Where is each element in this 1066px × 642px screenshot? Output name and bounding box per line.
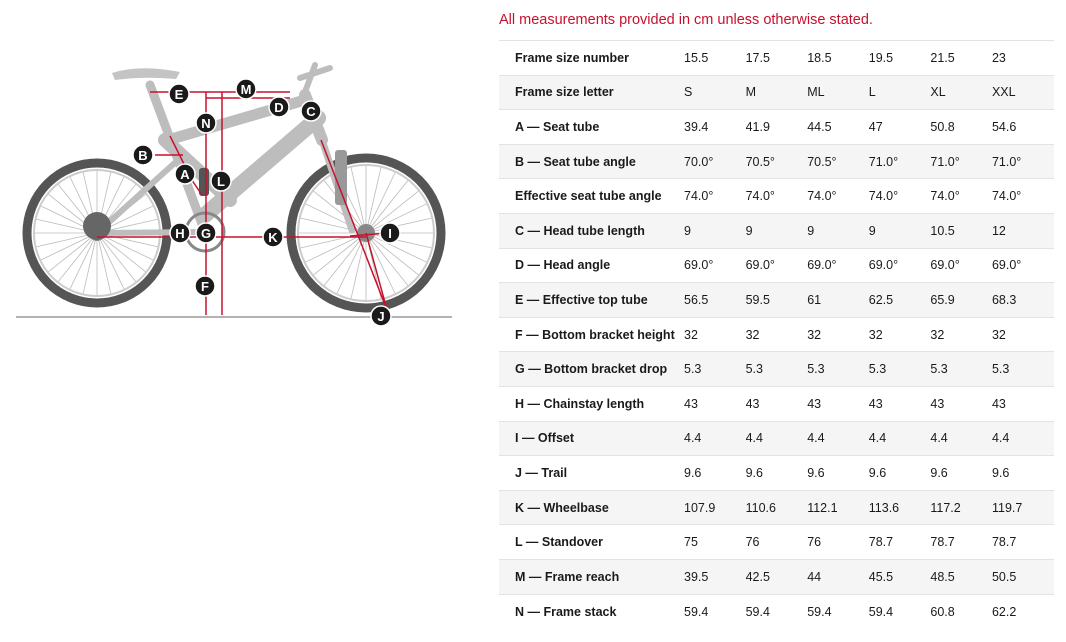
table-cell: 119.7 xyxy=(991,500,1023,515)
table-cell: 69.0° xyxy=(745,258,775,273)
table-cell: 71.0° xyxy=(868,154,899,169)
row-label: B — Seat tube angle xyxy=(515,154,636,169)
table-cell: 4.4 xyxy=(745,431,763,446)
svg-text:H: H xyxy=(175,226,185,241)
table-cell: M xyxy=(745,85,757,100)
svg-text:A: A xyxy=(180,167,190,182)
svg-text:M: M xyxy=(240,82,252,97)
table-cell: 69.0° xyxy=(930,258,960,273)
table-cell: 69.0° xyxy=(868,258,899,273)
svg-text:G: G xyxy=(200,226,212,241)
table-cell: 39.4 xyxy=(684,119,709,134)
marker-a xyxy=(175,164,195,184)
table-cell: 10.5 xyxy=(930,223,955,238)
table-cell: 68.3 xyxy=(991,292,1017,307)
table-cell: 43 xyxy=(807,396,822,411)
table-cell: 70.5° xyxy=(745,154,775,169)
table-cell: 39.5 xyxy=(684,569,709,584)
table-cell: 76 xyxy=(745,535,760,550)
table-cell: 18.5 xyxy=(807,50,832,65)
table-cell: 69.0° xyxy=(684,258,714,273)
table-cell: 9.6 xyxy=(684,465,702,480)
table-cell: 44.5 xyxy=(807,119,832,134)
table-cell: 4.4 xyxy=(991,431,1010,446)
marker-j xyxy=(371,306,391,326)
table-cell: 107.9 xyxy=(684,500,716,515)
units-notice: All measurements provided in cm unless otherwise stated. xyxy=(499,12,873,28)
table-cell: 50.5 xyxy=(991,569,1017,584)
table-cell: 4.4 xyxy=(930,431,948,446)
table-cell: 47 xyxy=(868,119,883,134)
table-cell: 4.4 xyxy=(868,431,887,446)
table-cell: 74.0° xyxy=(807,189,837,204)
marker-e xyxy=(169,84,189,104)
svg-text:C: C xyxy=(306,104,316,119)
row-label: L — Standover xyxy=(515,535,603,550)
svg-text:I: I xyxy=(388,226,392,241)
geometry-table xyxy=(499,40,1054,629)
table-cell: 9 xyxy=(807,223,815,238)
measurement-lines xyxy=(97,92,389,315)
table-row xyxy=(499,41,1054,76)
table-cell: S xyxy=(684,85,693,100)
svg-text:D: D xyxy=(274,100,284,115)
table-row xyxy=(499,352,1054,387)
table-cell: 15.5 xyxy=(684,50,709,65)
table-row xyxy=(499,213,1054,248)
row-label: J — Trail xyxy=(515,465,568,480)
svg-text:B: B xyxy=(138,148,148,163)
table-cell: 21.5 xyxy=(930,50,955,65)
marker-h xyxy=(170,223,190,243)
table-cell: 59.5 xyxy=(745,292,770,307)
table-row xyxy=(499,144,1054,179)
svg-text:N: N xyxy=(201,116,211,131)
table-row xyxy=(499,456,1054,491)
table-cell: 5.3 xyxy=(991,362,1010,377)
table-cell: 23 xyxy=(991,50,1006,65)
table-cell: 74.0° xyxy=(745,189,775,204)
table-row xyxy=(499,283,1054,318)
table-cell: 59.4 xyxy=(745,604,770,619)
row-label: K — Wheelbase xyxy=(515,500,609,515)
table-row xyxy=(499,248,1054,283)
table-cell: 74.0° xyxy=(868,189,899,204)
table-cell: 5.3 xyxy=(930,362,948,377)
table-cell: 43 xyxy=(745,396,760,411)
table-cell: 70.0° xyxy=(684,154,714,169)
table-cell: 43 xyxy=(930,396,945,411)
row-label: Frame size letter xyxy=(515,85,614,100)
table-cell: XL xyxy=(930,85,946,100)
table-row xyxy=(499,317,1054,352)
bike-geometry-diagram xyxy=(0,40,470,340)
row-label: D — Head angle xyxy=(515,258,611,273)
table-cell: 5.3 xyxy=(807,362,825,377)
table-cell: 9.6 xyxy=(868,465,887,480)
table-cell: 32 xyxy=(930,327,945,342)
table-cell: 9.6 xyxy=(930,465,948,480)
table-cell: 44 xyxy=(807,569,822,584)
row-label: Effective seat tube angle xyxy=(515,189,662,204)
table-cell: 75 xyxy=(684,535,698,550)
row-label: N — Frame stack xyxy=(515,604,617,619)
table-cell: 17.5 xyxy=(745,50,770,65)
table-cell: XXL xyxy=(991,85,1016,100)
table-cell: 42.5 xyxy=(745,569,770,584)
table-cell: 74.0° xyxy=(991,189,1022,204)
table-cell: 110.6 xyxy=(745,500,776,515)
row-label: E — Effective top tube xyxy=(515,292,648,307)
table-cell: 32 xyxy=(684,327,698,342)
table-cell: L xyxy=(868,85,876,100)
table-row xyxy=(499,386,1054,421)
table-cell: 74.0° xyxy=(684,189,714,204)
row-label: C — Head tube length xyxy=(515,223,645,238)
table-cell: 9 xyxy=(745,223,753,238)
table-cell: 9.6 xyxy=(991,465,1010,480)
table-row xyxy=(499,525,1054,560)
marker-k xyxy=(263,227,283,247)
marker-b xyxy=(133,145,153,165)
marker-n xyxy=(196,113,216,133)
svg-text:E: E xyxy=(174,87,184,102)
table-cell: 5.3 xyxy=(684,362,702,377)
table-cell: 4.4 xyxy=(684,431,702,446)
table-cell: 70.5° xyxy=(807,154,837,169)
table-cell: 43 xyxy=(991,396,1006,411)
table-row xyxy=(499,559,1054,594)
row-label: M — Frame reach xyxy=(515,569,620,584)
table-cell: 69.0° xyxy=(991,258,1022,273)
table-cell: 78.7 xyxy=(868,535,894,550)
table-cell: 48.5 xyxy=(930,569,955,584)
row-label: Frame size number xyxy=(515,50,629,65)
table-row xyxy=(499,179,1054,214)
table-cell: 32 xyxy=(991,327,1006,342)
table-cell: 78.7 xyxy=(991,535,1017,550)
table-cell: 59.4 xyxy=(807,604,832,619)
marker-f xyxy=(195,276,215,296)
table-cell: 41.9 xyxy=(745,119,770,134)
table-cell: 9 xyxy=(868,223,876,238)
table-cell: 32 xyxy=(807,327,822,342)
row-label: H — Chainstay length xyxy=(515,396,645,411)
svg-text:L: L xyxy=(217,174,225,189)
row-label: I — Offset xyxy=(515,431,575,446)
table-cell: 32 xyxy=(745,327,760,342)
table-cell: 69.0° xyxy=(807,258,837,273)
table-cell: 59.4 xyxy=(868,604,894,619)
table-row xyxy=(499,490,1054,525)
table-cell: 76 xyxy=(807,535,822,550)
marker-g xyxy=(196,223,216,243)
marker-c xyxy=(301,101,321,121)
svg-text:F: F xyxy=(201,279,209,294)
svg-text:J: J xyxy=(377,309,385,324)
table-cell: 50.8 xyxy=(930,119,955,134)
table-cell: 71.0° xyxy=(930,154,960,169)
svg-text:K: K xyxy=(268,230,278,245)
table-cell: 59.4 xyxy=(684,604,709,619)
saddle xyxy=(112,68,180,80)
table-cell: 4.4 xyxy=(807,431,825,446)
table-cell: 9.6 xyxy=(745,465,763,480)
table-cell: 12 xyxy=(991,223,1006,238)
table-cell: 56.5 xyxy=(684,292,709,307)
table-cell: 112.1 xyxy=(807,500,838,515)
table-cell: 60.8 xyxy=(930,604,955,619)
marker-d xyxy=(269,97,289,117)
table-cell: 78.7 xyxy=(930,535,955,550)
table-cell: 62.5 xyxy=(868,292,894,307)
table-cell: 113.6 xyxy=(868,500,900,515)
table-cell: 19.5 xyxy=(868,50,894,65)
table-cell: 117.2 xyxy=(930,500,961,515)
table-row xyxy=(499,110,1054,145)
row-label: A — Seat tube xyxy=(515,119,600,134)
table-cell: 5.3 xyxy=(745,362,763,377)
table-cell: 5.3 xyxy=(868,362,887,377)
table-cell: 54.6 xyxy=(991,119,1017,134)
table-row xyxy=(499,75,1054,110)
table-cell: ML xyxy=(807,85,825,100)
row-label: G — Bottom bracket drop xyxy=(515,362,668,377)
row-label: F — Bottom bracket height xyxy=(515,327,675,342)
table-cell: 71.0° xyxy=(991,154,1022,169)
table-cell: 45.5 xyxy=(868,569,894,584)
table-cell: 61 xyxy=(807,292,822,307)
table-cell: 9 xyxy=(684,223,691,238)
marker-l xyxy=(211,171,231,191)
table-row xyxy=(499,421,1054,456)
marker-m xyxy=(236,79,256,99)
table-cell: 62.2 xyxy=(991,604,1017,619)
table-cell: 32 xyxy=(868,327,883,342)
table-cell: 74.0° xyxy=(930,189,960,204)
table-cell: 43 xyxy=(684,396,698,411)
table-cell: 43 xyxy=(868,396,883,411)
table-cell: 9.6 xyxy=(807,465,825,480)
table-row xyxy=(499,594,1054,629)
marker-i xyxy=(380,223,400,243)
table-cell: 65.9 xyxy=(930,292,955,307)
